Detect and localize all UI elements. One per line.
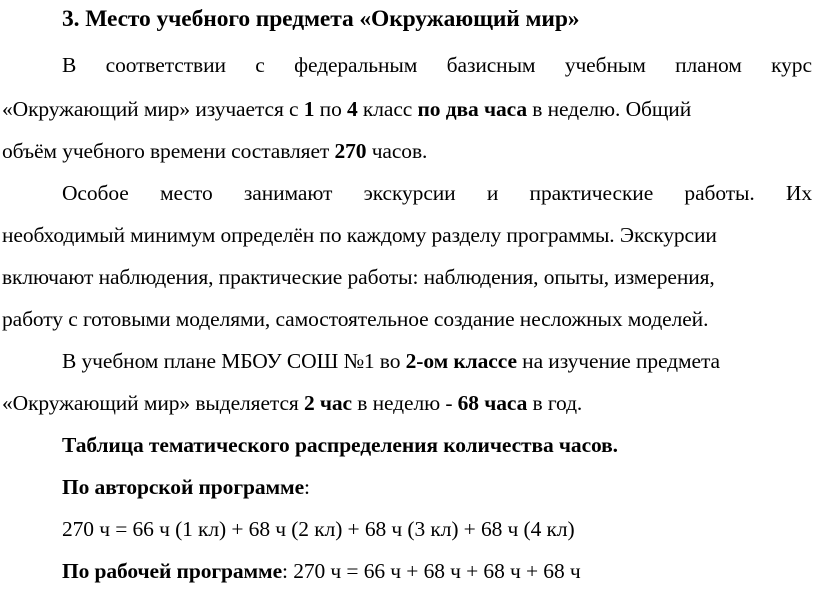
word: и <box>486 181 499 205</box>
paragraph-2-line-1 <box>62 180 812 206</box>
text-run: объём учебного времени составляет <box>2 139 335 163</box>
paragraph-1-line-2 <box>2 96 691 122</box>
paragraph-2-line-3: включают наблюдения, практические работы: наблюдения, опыты, измерения, <box>2 265 715 289</box>
text-run: на изучение предмета <box>516 349 720 373</box>
word: с <box>255 53 265 77</box>
paragraph-2-line-4: работу с готовыми моделями, самостоятельное создание несложных моделей. <box>2 307 709 331</box>
bold-run: 68 часа <box>457 391 528 415</box>
bold-run: по два часа <box>417 97 527 121</box>
text-run: : 270 ч = 66 ч + 68 ч + 68 ч + 68 ч <box>282 559 581 583</box>
word: практические <box>529 181 654 205</box>
bold-run: 2 час <box>303 391 352 415</box>
text-run: : <box>304 475 310 499</box>
word: планом <box>675 53 742 77</box>
bold-run: По рабочей программе <box>62 559 283 583</box>
text-run: часов. <box>366 139 428 163</box>
author-program-formula: 270 ч = 66 ч (1 кл) + 68 ч (2 кл) + 68 ч (3 кл) + 68 ч (4 кл) <box>62 517 575 541</box>
word: В <box>62 53 77 77</box>
word: работы. <box>684 181 755 205</box>
bold-run: 270 <box>334 139 367 163</box>
bold-run: 1 <box>303 97 315 121</box>
text-run: «Окружающий мир» выделяется <box>2 391 304 415</box>
text-run: в неделю - <box>352 391 458 415</box>
working-program-line <box>62 558 581 584</box>
word: занимают <box>243 181 333 205</box>
text-run: класс <box>357 97 418 121</box>
text-run: В учебном плане МБОУ СОШ №1 во <box>62 349 406 373</box>
text-run: в неделю. Общий <box>526 97 692 121</box>
paragraph-1-line-1 <box>62 52 812 78</box>
word: учебным <box>564 53 646 77</box>
paragraph-2-line-2: необходимый минимум определён по каждому разделу программы. Экскурсии <box>2 223 717 247</box>
word: курс <box>771 53 812 77</box>
word: Их <box>785 181 812 205</box>
text-run: «Окружающий мир» изучается с <box>2 97 304 121</box>
word: место <box>160 181 213 205</box>
paragraph-1-line-3 <box>2 138 427 164</box>
word: экскурсии <box>363 181 456 205</box>
section-heading: 3. Место учебного предмета «Окружающий мир» <box>62 6 580 32</box>
author-program-label <box>62 474 310 500</box>
word: федеральным <box>294 53 418 77</box>
bold-run: По авторской программе <box>62 475 305 499</box>
bold-run: 4 <box>347 97 358 121</box>
text-run: в год. <box>527 391 583 415</box>
paragraph-3-line-2 <box>2 390 582 416</box>
paragraph-3-line-1 <box>62 348 720 374</box>
table-heading <box>62 432 618 458</box>
text-run: по <box>314 97 347 121</box>
word: Особое <box>62 181 129 205</box>
bold-run: 2-ом классе <box>405 349 517 373</box>
bold-run: Таблица тематического распределения количества часов. <box>62 433 618 457</box>
word: соответствии <box>105 53 226 77</box>
word: базисным <box>446 53 536 77</box>
